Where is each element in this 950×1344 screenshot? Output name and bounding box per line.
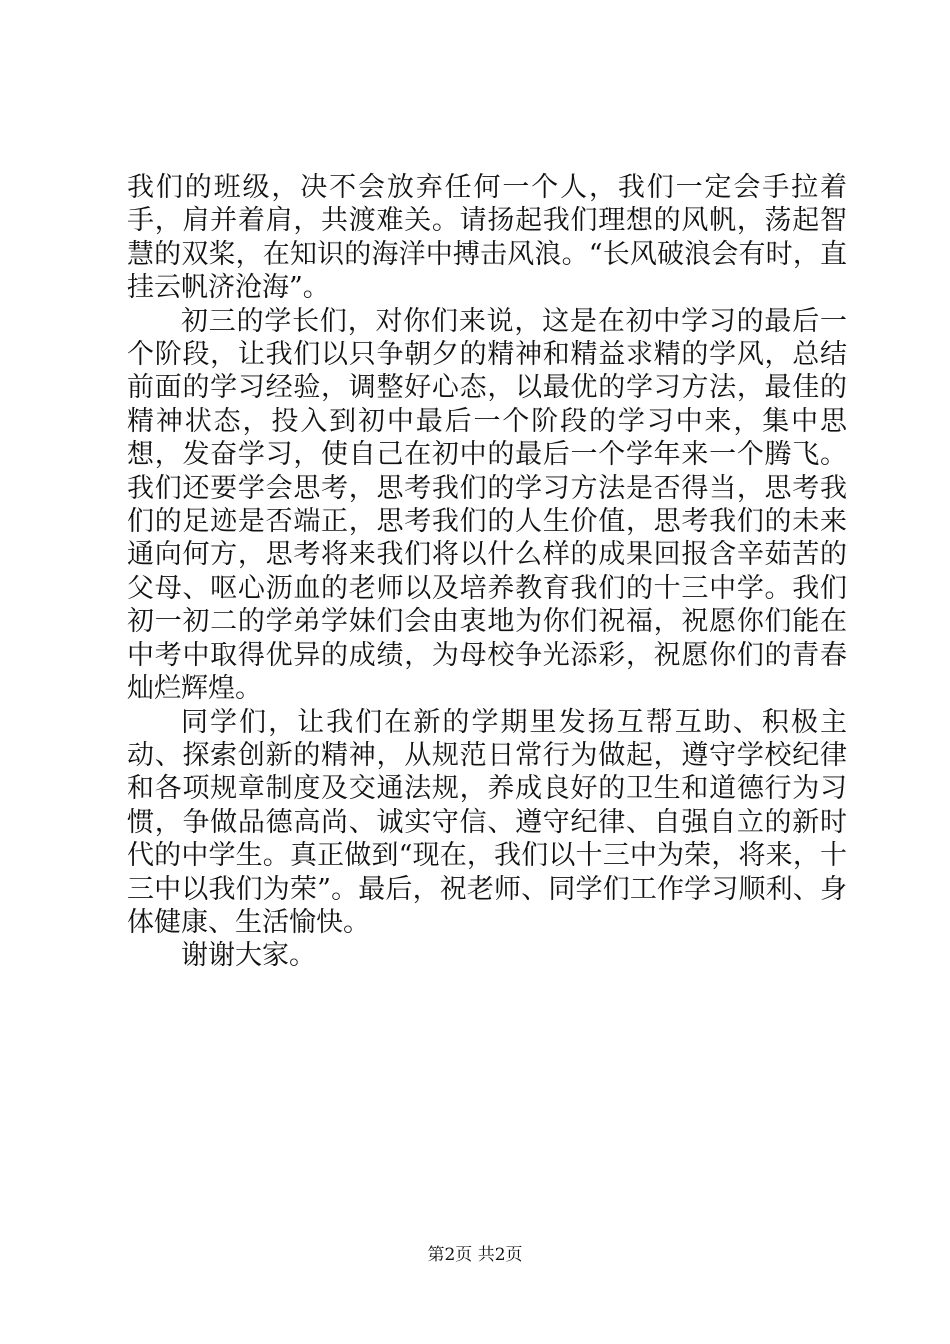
document-body xyxy=(127,171,847,973)
paragraph-2: 初三的学长们，对你们来说，这是在初中学习的最后一个阶段，让我们以只争朝夕的精神和精益求精的学风，总结前面的学习经验，调整好心态，以最优的学习方法，最佳的精神状态，投入到初中最后一个阶段的学习中来，集中思想，发奋学习，使自己在初中的最后一个学年来一个腾飞。我们还要学会思考，思考我们的学习方法是否得当，思考我们的足迹是否端正，思考我们的人生价值，思考我们的未来通向何方，思考将来我们将以什么样的成果回报含辛茹苦的父母、呕心沥血的老师以及培养教育我们的十三中学。我们初一初二的学弟学妹们会由衷地为你们祝福，祝愿你们能在中考中取得优异的成绩，为母校争光添彩，祝愿你们的青春灿烂辉煌。 xyxy=(127,305,847,705)
paragraph-1: 我们的班级，决不会放弃任何一个人，我们一定会手拉着手，肩并着肩，共渡难关。请扬起我们理想的风帆，荡起智慧的双桨，在知识的海洋中搏击风浪。“长风破浪会有时，直挂云帆济沧海”。 xyxy=(127,172,847,304)
page-footer xyxy=(0,1244,950,1266)
page-number-label: 第2页 共2页 xyxy=(427,1245,523,1265)
paragraph-4: 谢谢大家。 xyxy=(181,940,316,972)
paragraph-3: 同学们，让我们在新的学期里发扬互帮互助、积极主动、探索创新的精神，从规范日常行为做起，遵守学校纪律和各项规章制度及交通法规，养成良好的卫生和道德行为习惯，争做品德高尚、诚实守信、遵守纪律、自强自立的新时代的中学生。真正做到“现在，我们以十三中为荣，将来，十三中以我们为荣”。最后，祝老师、同学们工作学习顺利、身体健康、生活愉快。 xyxy=(127,706,847,938)
